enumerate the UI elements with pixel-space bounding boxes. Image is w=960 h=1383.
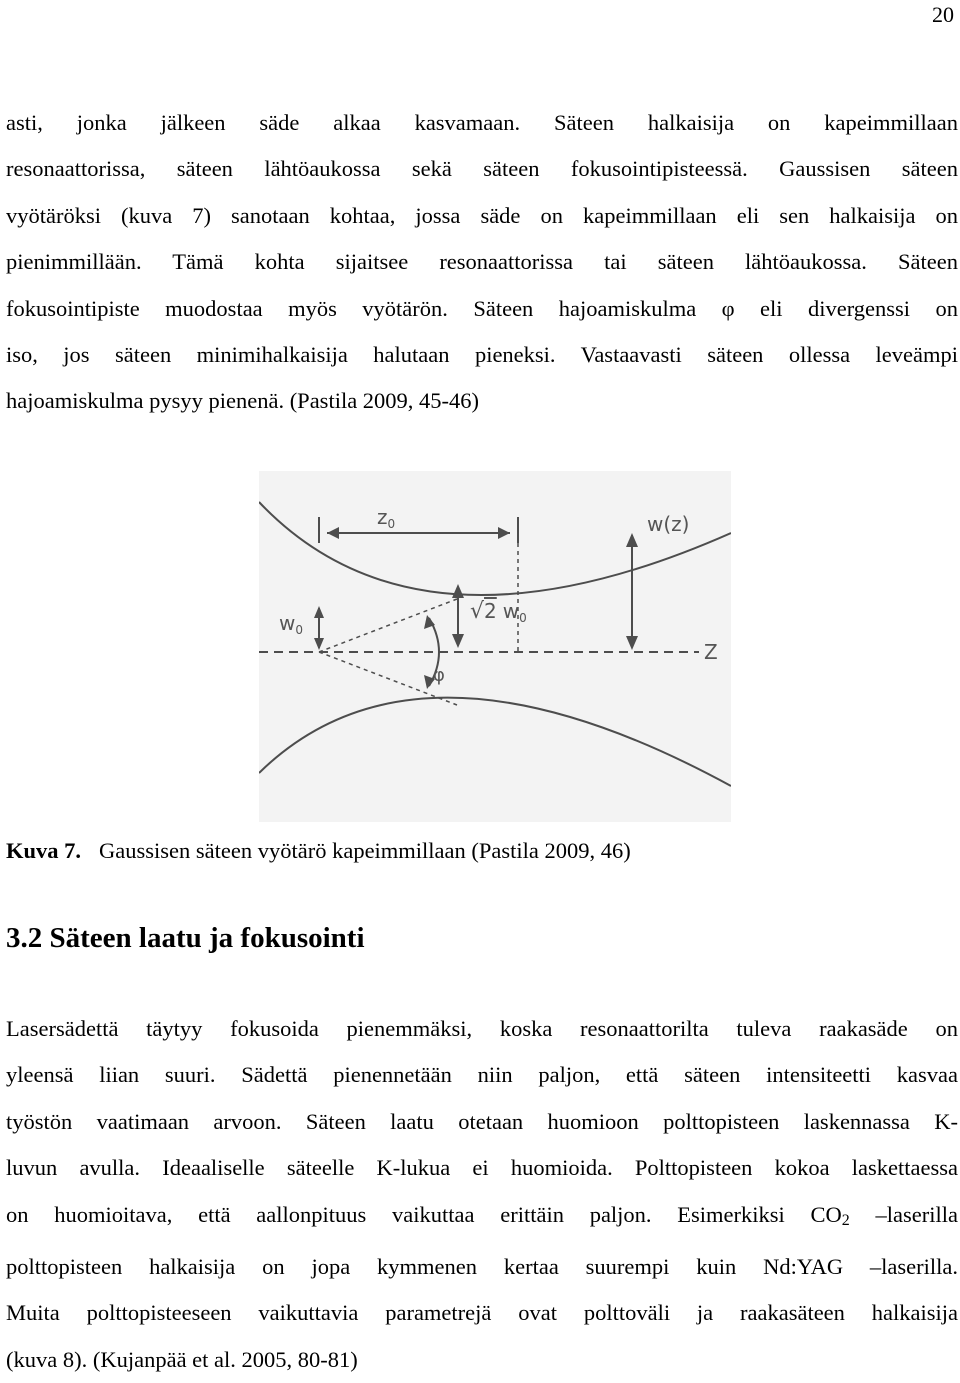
wz-arrowhead-top: [626, 533, 638, 547]
paragraph-line: luvun avulla. Ideaaliselle säteelle K-lukua ei huomioida. Polttopisteen kokoa laskettaessa: [6, 1155, 958, 1181]
gaussian-beam-diagram: [259, 471, 731, 822]
gaussian-beam-figure: [259, 471, 731, 822]
paragraph-line: [6, 1192, 958, 1244]
beam-lower-envelope: [259, 698, 731, 786]
paragraph-line: polttopisteen halkaisija on jopa kymmenen kertaa suurempi kuin Nd:YAG –laserilla.: [6, 1254, 958, 1280]
paragraph-line: pienimmillään. Tämä kohta sijaitsee resonaattorissa tai säteen lähtöaukossa. Säteen: [6, 249, 958, 275]
divergence-asymptote-upper: [319, 599, 457, 652]
co2-subscript: 2: [841, 1211, 850, 1229]
paragraph-line: resonaattorissa, säteen lähtöaukossa sekä säteen fokusointipisteessä. Gaussisen säteen: [6, 156, 958, 182]
z0-arrowhead-right: [498, 527, 510, 539]
w0-arrowhead-top: [314, 606, 324, 618]
paragraph-line: työstön vaatimaan arvoon. Säteen laatu otetaan huomioon polttopisteen laskennassa K-: [6, 1108, 958, 1134]
z-axis-label: Z: [704, 640, 718, 664]
paragraph-line: hajoamiskulma pysyy pienenä. (Pastila 2009, 45-46): [6, 388, 480, 414]
caption-label: Kuva 7.: [6, 838, 82, 863]
phi-label: φ: [433, 665, 445, 686]
sqrt2-w0-label: √2 $w_0$: [470, 599, 527, 625]
figure-caption: [6, 838, 631, 864]
caption-text: Gaussisen säteen vyötärö kapeimmillaan (Pastila 2009, 46): [99, 838, 631, 863]
co2-text-before: on huomioitava, että aallonpituus vaikuttaa erittäin paljon. Esimerkiksi CO: [6, 1201, 842, 1227]
sqrt2-w0-arrowhead-bottom: [452, 634, 464, 648]
w0-arrowhead-bottom: [314, 638, 324, 650]
w0-label: $w_0$: [279, 611, 303, 637]
paragraph-line: Lasersädettä täytyy fokusoida pienemmäksi, koska resonaattorilta tuleva raakasäde on: [6, 1016, 958, 1041]
paragraph-line: (kuva 8). (Kujanpää et al. 2005, 80-81): [6, 1346, 358, 1372]
section-heading: 3.2 Säteen laatu ja fokusointi: [6, 922, 365, 954]
wz-label: w(z): [647, 512, 690, 536]
paragraph-body: [6, 1006, 958, 1383]
paragraph-line: fokusointipiste muodostaa myös vyötärön. Säteen hajoamiskulma φ eli divergenssi on: [6, 295, 958, 321]
z0-arrowhead-left: [327, 527, 339, 539]
paragraph-intro: [6, 100, 958, 425]
sqrt2-w0-arrowhead-top: [452, 584, 464, 598]
z0-label: $z_0$: [377, 505, 396, 531]
page-number: 20: [932, 2, 954, 27]
paragraph-line: iso, jos säteen minimihalkaisija halutaan pieneksi. Vastaavasti säteen ollessa leveämpi: [6, 342, 958, 368]
paragraph-line: yleensä liian suuri. Sädettä pienennetään niin paljon, että säteen intensiteetti kasvaa: [6, 1062, 958, 1088]
paragraph-line: asti, jonka jälkeen säde alkaa kasvamaan. Säteen halkaisija on kapeimmillaan: [6, 110, 958, 135]
co2-text-after: –laserilla: [849, 1201, 959, 1227]
paragraph-line: Muita polttopisteeseen vaikuttavia parametrejä ovat polttoväli ja raakasäteen halkaisija: [6, 1300, 958, 1326]
paragraph-line: vyötäröksi (kuva 7) sanotaan kohtaa, jossa säde on kapeimmillaan eli sen halkaisija on: [6, 202, 958, 228]
wz-arrowhead-bottom: [626, 636, 638, 650]
